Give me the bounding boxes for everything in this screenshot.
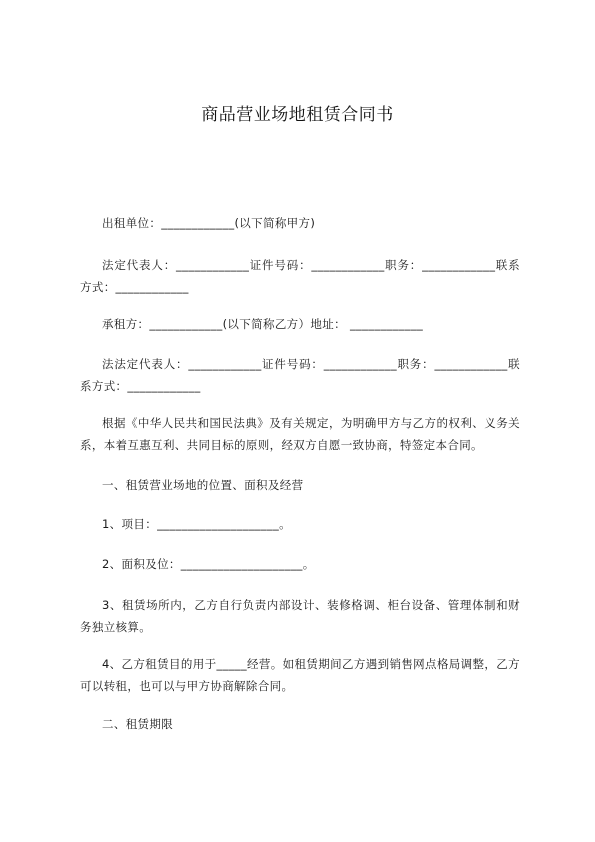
document-title: 商品营业场地租赁合同书 bbox=[201, 105, 394, 125]
lessor-unit-line: 出租单位：____________(以下简称甲方) bbox=[102, 216, 316, 230]
lessee-line: 承租方：____________(以下简称乙方）地址： ____________ bbox=[102, 317, 424, 331]
clause-1-1: 1、项目：____________________。 bbox=[102, 517, 291, 531]
section-heading-2: 二、租赁期限 bbox=[102, 717, 174, 731]
lessor-representative-line: 法定代表人：____________证件号码：____________职务：____________联系方式：____________ bbox=[80, 258, 520, 294]
clause-1-4: 4、乙方租赁目的用于_____经营。如租赁期间乙方遇到销售网点格局调整，乙方可以转租，也可以与甲方协商解除合同。 bbox=[80, 657, 520, 693]
clause-1-3: 3、租赁场所内，乙方自行负责内部设计、装修格调、柜台设备、管理体制和财务独立核算。 bbox=[80, 598, 520, 634]
preamble-paragraph: 根据《中华人民共和国民法典》及有关规定，为明确甲方与乙方的权利、义务关系，本着互惠互利、共同目标的原则，经双方自愿一致协商，特签定本合同。 bbox=[80, 416, 520, 452]
lessee-representative-line: 法法定代表人：____________证件号码：____________职务：____________联系方式：____________ bbox=[80, 357, 520, 393]
clause-1-2: 2、面积及位：____________________。 bbox=[102, 557, 315, 571]
section-heading-1: 一、租赁营业场地的位置、面积及经营 bbox=[102, 478, 304, 492]
